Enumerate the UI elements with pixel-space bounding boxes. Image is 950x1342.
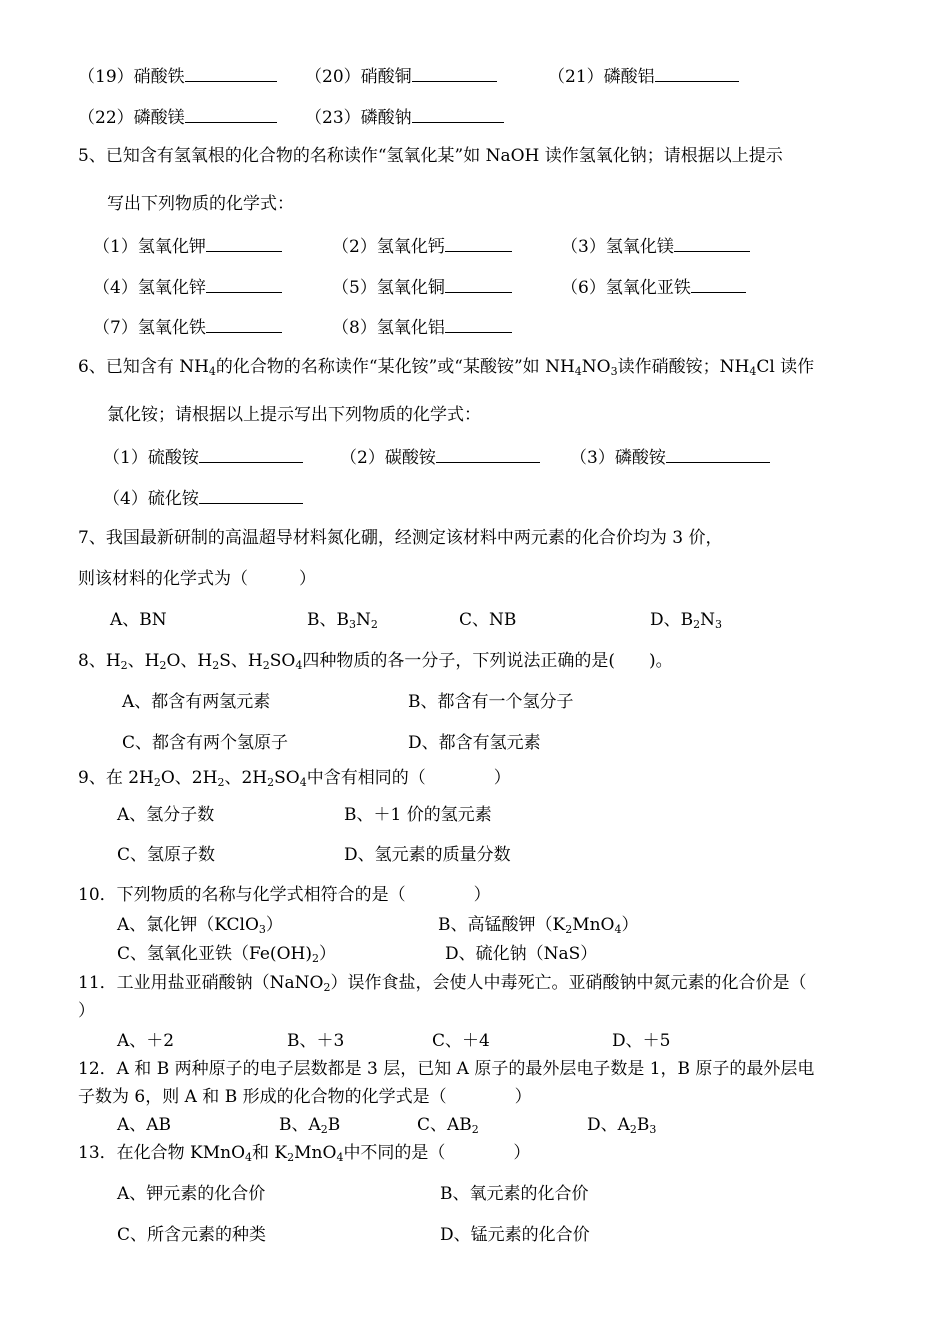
q9-option-a[interactable]: A、氢分子数 — [117, 805, 215, 825]
q11-option-c[interactable]: C、＋4 — [432, 1031, 490, 1051]
q10-option-a[interactable]: A、氯化钾（KClO$_3$） — [117, 915, 283, 936]
q6-item-1: （1）硫酸铵 — [103, 448, 303, 467]
q12-option-a[interactable]: A、AB — [117, 1115, 172, 1135]
answer-blank[interactable] — [674, 237, 750, 252]
q13-stem: 13．在化合物 KMnO$_4$和 $K_2MnO_4$中不同的是（ ） — [78, 1143, 531, 1164]
answer-blank[interactable] — [199, 448, 303, 463]
q13-option-a[interactable]: A、钾元素的化合价 — [117, 1184, 266, 1204]
q11-stem-line2: ） — [78, 1001, 95, 1021]
answer-blank[interactable] — [185, 67, 277, 82]
q12-stem-line2: 子数为 6，则 A 和 B 形成的化合物的化学式是（ ） — [78, 1087, 532, 1107]
q6-item-3: （3）磷酸铵 — [570, 448, 770, 467]
q6-item-2: （2）碳酸铵 — [340, 448, 540, 467]
answer-blank[interactable] — [199, 489, 303, 504]
q5-item-8: （8）氢氧化铝 — [332, 318, 512, 337]
q10-stem: 10．下列物质的名称与化学式相符合的是（ ） — [78, 885, 491, 905]
q5-item-4: （4）氢氧化锌 — [93, 278, 282, 297]
q9-option-d[interactable]: D、氢元素的质量分数 — [344, 845, 511, 865]
q4-item-20: （20）硝酸铜 — [305, 67, 497, 86]
q13-option-d[interactable]: D、锰元素的化合价 — [440, 1225, 590, 1245]
q8-option-b[interactable]: B、都含有一个氢分子 — [408, 692, 574, 712]
answer-blank[interactable] — [206, 237, 282, 252]
answer-blank[interactable] — [445, 318, 512, 333]
q4-item-22: （22）磷酸镁 — [78, 108, 277, 127]
q9-stem: 9、在 $2H_2O$、$2H_2$、$2H_2SO_4$中含有相同的（ ） — [78, 768, 511, 789]
q12-option-b[interactable]: B、$A_2B$ — [279, 1115, 341, 1136]
answer-blank[interactable] — [206, 318, 282, 333]
answer-blank[interactable] — [666, 448, 770, 463]
q5-item-3: （3）氢氧化镁 — [561, 237, 750, 256]
q12-option-c[interactable]: C、$AB_2$ — [417, 1115, 479, 1136]
q7-option-d[interactable]: D、$B_2N_3$ — [650, 610, 722, 631]
answer-blank[interactable] — [445, 237, 512, 252]
q8-option-c[interactable]: C、都含有两个氢原子 — [122, 733, 289, 753]
q8-option-a[interactable]: A、都含有两氢元素 — [122, 692, 271, 712]
answer-blank[interactable] — [445, 278, 512, 293]
q6-stem-line2: 氯化铵；请根据以上提示写出下列物质的化学式： — [107, 405, 481, 425]
q4-item-21: （21）磷酸铝 — [548, 67, 739, 86]
q11-stem: 11．工业用盐亚硝酸钠（NaNO$_2$）误作食盐，会使人中毒死亡。亚硝酸钠中氮元素的化合价是（ — [78, 973, 807, 994]
q8-option-d[interactable]: D、都含有氢元素 — [408, 733, 541, 753]
q10-option-b[interactable]: B、高锰酸钾$(K_2MnO_4)$ — [438, 915, 639, 936]
q7-option-c[interactable]: C、NB — [459, 610, 517, 630]
q5-item-7: （7）氢氧化铁 — [93, 318, 282, 337]
answer-blank[interactable] — [185, 108, 277, 123]
q7-stem: 7、我国最新研制的高温超导材料氮化硼，经测定该材料中两元素的化合价均为 3 价， — [78, 528, 723, 548]
q8-stem: 8、$H_2$、$H_2O$、$H_2S$、$H_2SO_4$四种物质的各一分子，下列说法正确的是( )。 — [78, 651, 673, 672]
q6-stem: 6、已知含有 $NH_4$的化合物的名称读作“某化铵”或“某酸铵”如 $NH_4NO_3$读作硝酸铵；$NH_4Cl$ 读作 — [78, 357, 815, 378]
q7-stem-line2: 则该材料的化学式为（ ） — [78, 569, 316, 589]
q5-item-6: （6）氢氧化亚铁 — [561, 278, 746, 297]
answer-blank[interactable] — [655, 67, 739, 82]
q4-item-19: （19）硝酸铁 — [78, 67, 277, 86]
q5-stem: 5、已知含有氢氧根的化合物的名称读作“氢氧化某”如 NaOH 读作氢氧化钠；请根据以上提示 — [78, 146, 783, 166]
q5-stem-line2: 写出下列物质的化学式： — [107, 194, 294, 214]
q9-option-b[interactable]: B、＋1 价的氢元素 — [344, 805, 492, 825]
answer-blank[interactable] — [412, 67, 497, 82]
answer-blank[interactable] — [206, 278, 282, 293]
q10-option-c[interactable]: C、氢氧化亚铁$(Fe(OH)_2)$ — [117, 944, 336, 965]
q13-option-c[interactable]: C、所含元素的种类 — [117, 1225, 267, 1245]
q11-option-d[interactable]: D、＋5 — [612, 1031, 671, 1051]
q5-item-5: （5）氢氧化铜 — [332, 278, 512, 297]
q6-item-4: （4）硫化铵 — [103, 489, 303, 508]
q4-item-23: （23）磷酸钠 — [305, 108, 504, 127]
q9-option-c[interactable]: C、氢原子数 — [117, 845, 216, 865]
q7-option-a[interactable]: A、BN — [110, 610, 167, 630]
q12-option-d[interactable]: D、$A_2B_3$ — [587, 1115, 657, 1136]
q11-option-b[interactable]: B、＋3 — [287, 1031, 345, 1051]
answer-blank[interactable] — [412, 108, 504, 123]
q7-option-b[interactable]: B、$B_3N_2$ — [307, 610, 378, 631]
q12-stem: 12．A 和 B 两种原子的电子层数都是 3 层，已知 A 原子的最外层电子数是 1，B 原子的最外层电 — [78, 1059, 815, 1079]
answer-blank[interactable] — [691, 278, 746, 293]
q13-option-b[interactable]: B、氧元素的化合价 — [440, 1184, 589, 1204]
q11-option-a[interactable]: A、＋2 — [117, 1031, 175, 1051]
q5-item-2: （2）氢氧化钙 — [332, 237, 512, 256]
q5-item-1: （1）氢氧化钾 — [93, 237, 282, 256]
q10-option-d[interactable]: D、硫化钠（NaS） — [445, 944, 598, 964]
answer-blank[interactable] — [436, 448, 540, 463]
